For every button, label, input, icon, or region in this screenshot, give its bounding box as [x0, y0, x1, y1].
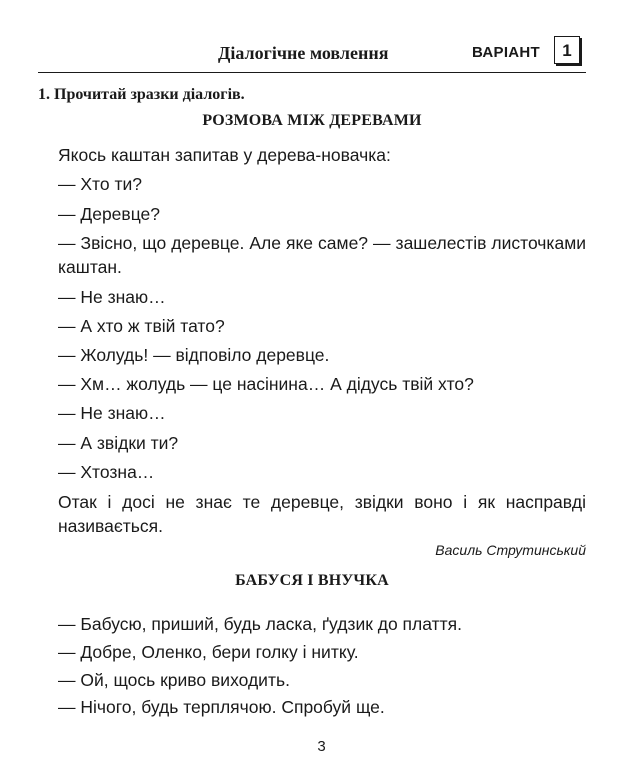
dialogue-line: — Не знаю…	[58, 403, 166, 423]
dialogue-line: — Хм… жолудь — це насінина… А дідусь твій хто?	[58, 374, 474, 394]
header-title: Діалогічне мовлення	[218, 43, 389, 63]
dialogue-line: — Звісно, що деревце. Але яке саме? — зашелестів листочками каштан.	[58, 233, 586, 277]
dialogue-line: — Хто ти?	[58, 174, 142, 194]
dialogue-line: — Хтозна…	[58, 462, 155, 482]
dialogue-title-trees: РОЗМОВА МІЖ ДЕРЕВАМИ	[202, 112, 422, 129]
page-header	[38, 36, 586, 70]
dialogue-line: — А хто ж твій тато?	[58, 316, 225, 336]
dialogue-title-grandma: БАБУСЯ І ВНУЧКА	[235, 572, 389, 589]
dialogue-line: — Деревце?	[58, 204, 161, 224]
dialogue-line: — Не знаю…	[58, 287, 166, 307]
header-divider	[38, 72, 586, 73]
dialogue-line: — Добре, Оленко, бери голку і нитку.	[58, 642, 359, 662]
task-heading: 1. Прочитай зразки діалогів.	[38, 86, 245, 103]
dialogue-line: — Жолудь! — відповіло деревце.	[58, 345, 330, 365]
variant-number-badge: 1	[554, 36, 580, 64]
page-number: 3	[317, 738, 326, 755]
dialogue-line: — Нічого, будь терплячою. Спробуй ще.	[58, 697, 385, 717]
dialogue-line: — Бабусю, приший, будь ласка, ґудзик до плаття.	[58, 614, 462, 634]
variant-label: ВАРІАНТ	[472, 44, 541, 61]
author-signature: Василь Струтинський	[435, 542, 586, 558]
dialogue-line: Отак і досі не знає те деревце, звідки воно і як насправді називається.	[58, 492, 586, 536]
dialogue-line: — Ой, щось криво виходить.	[58, 670, 290, 690]
dialogue-line: Якось каштан запитав у дерева-новачка:	[58, 145, 391, 165]
dialogue-line: — А звідки ти?	[58, 433, 179, 453]
